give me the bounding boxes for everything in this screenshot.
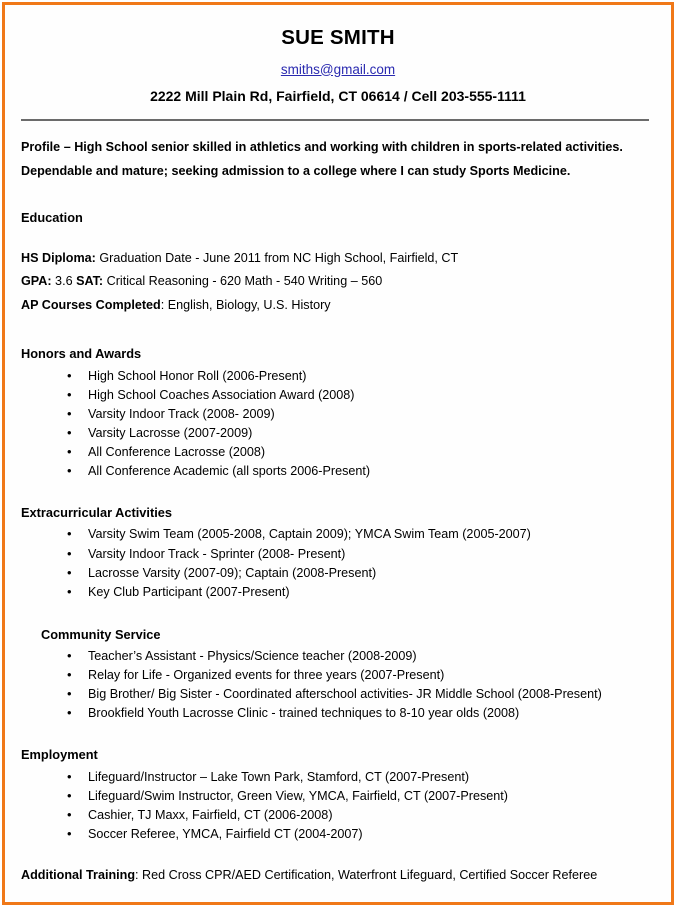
email-link[interactable]: smiths@gmail.com [280,61,396,77]
section-heading-honors: Honors and Awards [21,346,142,362]
employment-item-2: Cashier, TJ Maxx, Fairfield, CT (2006-2008) [88,807,333,822]
honors-section [5,346,671,481]
header-divider [21,119,649,121]
education-section [5,210,671,317]
list-item [21,666,655,685]
honors-item-1: High School Coaches Association Award (2008) [88,387,355,402]
profile-section [5,135,671,183]
extracurricular-item-0: Varsity Swim Team (2005-2008, Captain 2009); YMCA Swim Team (2005-2007) [88,527,531,542]
resume-header [5,27,671,105]
honors-item-0: High School Honor Roll (2006-Present) [88,368,307,383]
education-ap-value: : English, Biology, U.S. History [160,297,331,312]
list-item [21,768,655,787]
honors-item-3: Varsity Lacrosse (2007-2009) [88,425,253,440]
list-item [21,806,655,825]
contact-email-line [5,62,671,78]
education-detail-diploma [21,247,655,271]
extracurricular-item-3: Key Club Participant (2007-Present) [88,584,290,599]
education-sat-value: Critical Reasoning - 620 Math - 540 Writing – 560 [103,274,383,289]
education-diploma-value: Graduation Date - June 2011 from NC High School, Fairfield, CT [95,250,459,265]
additional-training-line [21,867,655,883]
honors-item-4: All Conference Lacrosse (2008) [88,444,266,459]
resume-sheet [5,5,671,902]
education-gpa-value: 3.6 [51,274,77,289]
list-item [21,443,655,462]
education-diploma-label: HS Diploma: [21,250,96,265]
profile-line-1: Profile – High School senior skilled in athletics and working with children in sports-related activities. [21,139,623,154]
list-item [21,583,655,602]
profile-line-2: Dependable and mature; seeking admission to a college where I can study Sports Medicine. [21,163,571,178]
education-gpa-label: GPA: [21,274,52,289]
employment-item-1: Lifeguard/Swim Instructor, Green View, YMCA, Fairfield, CT (2007-Present) [88,788,508,803]
honors-item-2: Varsity Indoor Track (2008- 2009) [88,406,275,421]
section-heading-extracurricular: Extracurricular Activities [21,504,173,520]
list-item [21,386,655,405]
employment-item-3: Soccer Referee, YMCA, Fairfield CT (2004-2007) [88,826,363,841]
community-service-list [21,647,655,723]
honors-list [21,367,655,481]
extracurricular-section [5,505,671,602]
list-item [21,424,655,443]
education-detail-scores [21,270,655,294]
extracurricular-item-2: Lacrosse Varsity (2007-09); Captain (2008-Present) [88,565,377,580]
additional-training-label: Additional Training [21,867,136,882]
education-ap-label: AP Courses Completed [21,297,161,312]
education-sat-label: SAT: [76,274,104,289]
additional-training-value: : Red Cross CPR/AED Certification, Waterfront Lifeguard, Certified Soccer Referee [135,867,598,882]
employment-item-0: Lifeguard/Instructor – Lake Town Park, Stamford, CT (2007-Present) [88,769,470,784]
community-item-2: Big Brother/ Big Sister - Coordinated afterschool activities- JR Middle School (2008-Present) [88,687,602,702]
employment-section [5,747,671,883]
section-heading-education: Education [21,209,83,225]
community-item-3: Brookfield Youth Lacrosse Clinic - trained techniques to 8-10 year olds (2008) [88,706,520,721]
list-item [21,704,655,723]
list-item [21,545,655,564]
section-heading-community-service: Community Service [41,626,161,642]
extracurricular-item-1: Varsity Indoor Track - Sprinter (2008- Present) [88,546,346,561]
section-heading-employment: Employment [21,747,98,763]
list-item [21,462,655,481]
list-item [21,685,655,704]
extracurricular-list [21,525,655,601]
community-item-0: Teacher’s Assistant - Physics/Science teacher (2008-2009) [88,649,417,664]
education-detail-ap [21,294,655,318]
list-item [21,787,655,806]
list-item [21,647,655,666]
list-item [21,405,655,424]
contact-address-line: 2222 Mill Plain Rd, Fairfield, CT 06614 / Cell 203-555-1111 [150,87,526,104]
list-item [21,367,655,386]
page-title: SUE SMITH [281,26,395,49]
community-item-1: Relay for Life - Organized events for three years (2007-Present) [88,668,445,683]
list-item [21,525,655,544]
list-item [21,564,655,583]
honors-item-5: All Conference Academic (all sports 2006-Present) [88,463,371,478]
education-details [21,247,655,318]
employment-list [21,768,655,844]
community-service-section [5,627,671,724]
list-item [21,825,655,844]
resume-page-frame [2,2,674,905]
